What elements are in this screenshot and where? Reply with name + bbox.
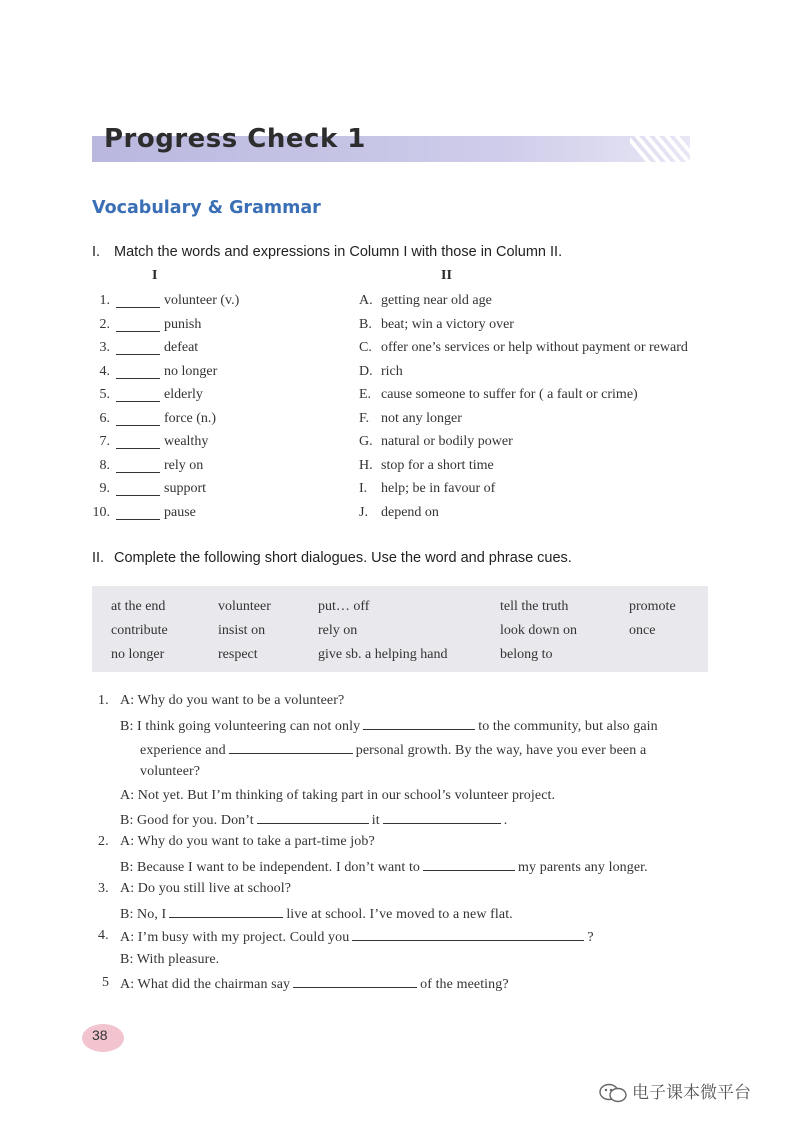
item-word: no longer: [164, 364, 218, 379]
item-number: 8.: [99, 458, 110, 473]
page-title: Progress Check 1: [104, 124, 366, 154]
answer-blank[interactable]: [229, 741, 353, 754]
line-text: B: Good for you. Don’t: [120, 813, 254, 828]
line-text: personal growth. By the way, have you ever been a: [355, 743, 647, 758]
dialogue-line: A: Why do you want to take a part-time job?: [120, 834, 375, 849]
dialogue-line: B: With pleasure.: [120, 952, 220, 967]
answer-blank[interactable]: [352, 928, 584, 941]
part1-number: I.: [92, 244, 101, 260]
cue-word: promote: [629, 599, 676, 614]
definition-text: rich: [381, 364, 403, 379]
answer-blank[interactable]: [363, 717, 475, 730]
line-text: experience and: [140, 743, 226, 758]
definition-text: beat; win a victory over: [381, 317, 514, 332]
answer-blank[interactable]: [116, 354, 160, 355]
item-number: 1.: [99, 293, 110, 308]
line-text: B: I think going volunteering can not only: [120, 719, 361, 734]
definition-text: getting near old age: [381, 293, 492, 308]
definition-letter: B.: [359, 317, 372, 332]
dialogue-line: [120, 858, 648, 876]
answer-blank[interactable]: [116, 378, 160, 379]
definition-letter: E.: [359, 387, 372, 402]
watermark-text: 电子课本微平台: [632, 1083, 751, 1103]
line-text: my parents any longer.: [518, 860, 648, 875]
column-2-heading: II: [441, 268, 452, 283]
part2-instruction-text: Complete the following short dialogues. Use the word and phrase cues.: [114, 550, 572, 566]
item-number: 3.: [99, 340, 110, 355]
answer-blank[interactable]: [383, 811, 501, 824]
definition-text: help; be in favour of: [381, 481, 496, 496]
item-number: 7.: [99, 434, 110, 449]
definition-letter: C.: [359, 340, 372, 355]
dialogue-number: 1.: [98, 693, 109, 708]
cue-word: once: [629, 623, 656, 638]
definition-letter: G.: [359, 434, 373, 449]
definition-text: cause someone to suffer for ( a fault or crime): [381, 387, 638, 402]
cue-word: respect: [218, 647, 258, 662]
item-word: support: [164, 481, 206, 496]
answer-blank[interactable]: [423, 858, 515, 871]
cue-word: tell the truth: [500, 599, 569, 614]
item-word: defeat: [164, 340, 199, 355]
definition-letter: F.: [359, 411, 370, 426]
definition-letter: H.: [359, 458, 373, 473]
definition-text: depend on: [381, 505, 439, 520]
item-number: 5.: [99, 387, 110, 402]
dialogue-number: 3.: [98, 881, 109, 896]
cue-word: look down on: [500, 623, 577, 638]
dialogue-line: [120, 717, 658, 735]
part1-instruction: [92, 244, 562, 260]
cue-word: belong to: [500, 647, 553, 662]
section-heading: Vocabulary & Grammar: [92, 198, 321, 218]
dialogue-line: [120, 928, 594, 946]
cue-word: contribute: [111, 623, 168, 638]
dialogue-number: 5: [102, 975, 110, 990]
dialogue-line: [120, 811, 507, 829]
answer-blank[interactable]: [116, 519, 160, 520]
part1-instruction-text: Match the words and expressions in Column I with those in Column II.: [114, 244, 563, 260]
item-number: 6.: [99, 411, 110, 426]
item-word: rely on: [164, 458, 204, 473]
line-text: A: I’m busy with my project. Could you: [120, 930, 350, 945]
cue-word: insist on: [218, 623, 266, 638]
cue-word: volunteer: [218, 599, 271, 614]
definition-letter: J.: [359, 505, 368, 520]
line-text: B: Because I want to be independent. I don’t want to: [120, 860, 421, 875]
item-number: 2.: [99, 317, 110, 332]
item-word: force (n.): [164, 411, 217, 426]
answer-blank[interactable]: [257, 811, 369, 824]
line-text: of the meeting?: [420, 977, 509, 992]
answer-blank[interactable]: [116, 401, 160, 402]
answer-blank[interactable]: [116, 448, 160, 449]
dialogue-line: [120, 975, 509, 993]
item-number: 9.: [99, 481, 110, 496]
answer-blank[interactable]: [169, 905, 283, 918]
cue-word: give sb. a helping hand: [318, 647, 448, 662]
item-number: 10.: [92, 505, 110, 520]
line-text: .: [503, 813, 508, 828]
dialogue-number: 4.: [98, 928, 109, 943]
dialogue-number: 2.: [98, 834, 109, 849]
line-text: to the community, but also gain: [478, 719, 658, 734]
page-number: 38: [92, 1027, 108, 1043]
dialogue-line: [140, 741, 646, 759]
cue-word: no longer: [111, 647, 165, 662]
line-text: A: What did the chairman say: [120, 977, 291, 992]
dialogue-line: [120, 905, 513, 923]
item-word: wealthy: [164, 434, 209, 449]
answer-blank[interactable]: [116, 472, 160, 473]
dialogue-line: A: Why do you want to be a volunteer?: [120, 693, 345, 708]
cue-word: put… off: [318, 599, 370, 614]
part2-number: II.: [92, 550, 105, 566]
answer-blank[interactable]: [116, 425, 160, 426]
page-number-badge: [82, 1024, 124, 1052]
item-word: elderly: [164, 387, 203, 402]
cue-word: at the end: [111, 599, 166, 614]
column-1-heading: I: [152, 268, 158, 283]
dialogue-line: volunteer?: [140, 764, 201, 779]
definition-text: offer one’s services or help without payment or reward: [381, 340, 688, 355]
definition-text: natural or bodily power: [381, 434, 513, 449]
line-text: ?: [587, 930, 594, 945]
watermark: [598, 1078, 751, 1104]
definition-text: stop for a short time: [381, 458, 494, 473]
item-number: 4.: [99, 364, 110, 379]
definition-letter: I.: [359, 481, 368, 496]
item-word: punish: [164, 317, 202, 332]
chat-bubble-icon: [598, 1082, 628, 1104]
answer-blank[interactable]: [116, 307, 160, 308]
banner-stripes: [630, 136, 696, 162]
item-word: volunteer (v.): [164, 293, 240, 308]
answer-blank[interactable]: [116, 495, 160, 496]
definition-text: not any longer: [381, 411, 462, 426]
definition-letter: D.: [359, 364, 373, 379]
dialogue-line: A: Do you still live at school?: [120, 881, 292, 896]
line-text: B: No, I: [120, 907, 167, 922]
dialogue-line: A: Not yet. But I’m thinking of taking part in our school’s volunteer project.: [120, 788, 556, 803]
line-text: live at school. I’ve moved to a new flat.: [286, 907, 513, 922]
answer-blank[interactable]: [293, 975, 417, 988]
definition-letter: A.: [359, 293, 373, 308]
line-text: it: [371, 813, 380, 828]
answer-blank[interactable]: [116, 331, 160, 332]
part2-instruction: [92, 550, 572, 566]
cue-word: rely on: [318, 623, 358, 638]
item-word: pause: [164, 505, 196, 520]
